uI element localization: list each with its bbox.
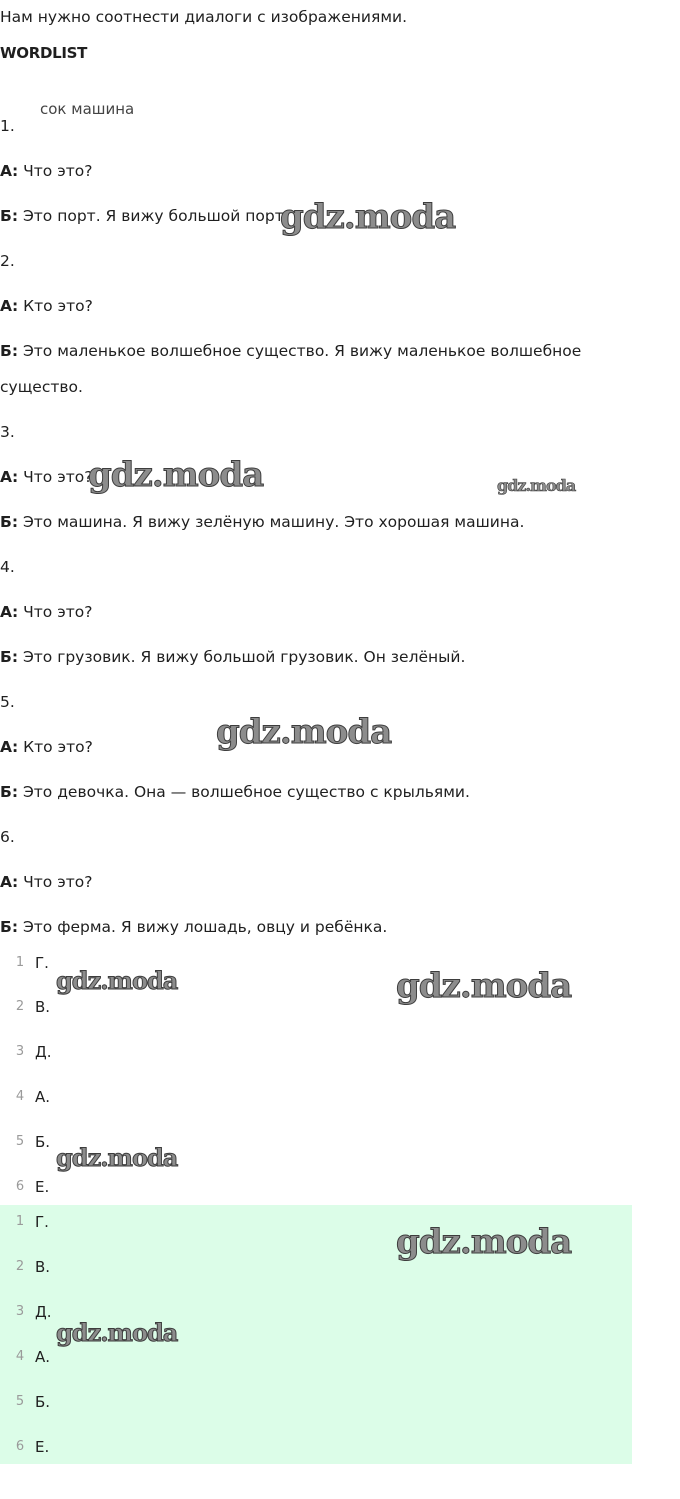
watermark-logo: gdz.moda (396, 1222, 572, 1262)
speaker-text: Кто это? (18, 297, 93, 315)
speaker-label: А: (0, 468, 19, 486)
item-number: 2 (15, 1259, 25, 1274)
speaker-label: Б: (0, 783, 19, 801)
speaker-text: Это грузовик. Я вижу большой грузовик. Он зелёный. (18, 648, 466, 666)
watermark-logo: gdz.moda (56, 966, 178, 995)
dialogue-line-b (0, 781, 470, 803)
dialogue-line-b (0, 333, 620, 405)
speaker-text: Что это? (18, 603, 93, 621)
speaker-label: Б: (0, 918, 19, 936)
dialogue-number: 1. (0, 117, 15, 135)
speaker-label: А: (0, 873, 19, 891)
dialogue-line-a (0, 295, 93, 317)
speaker-label: А: (0, 603, 19, 621)
speaker-text: Это порт. Я вижу большой порт. (18, 207, 289, 225)
dialogue-number: 6. (0, 828, 15, 846)
wordlist-cut-text: сок машина (40, 100, 135, 118)
item-value: А. (35, 1348, 51, 1366)
item-value: Г. (35, 1213, 49, 1231)
item-number: 5 (15, 1394, 25, 1409)
dialogue-line-a (0, 871, 92, 893)
speaker-label: Б: (0, 648, 19, 666)
item-number: 6 (15, 1179, 25, 1194)
item-number: 1 (15, 1214, 25, 1229)
item-value: А. (35, 1088, 51, 1106)
dialogue-line-a (0, 736, 93, 758)
watermark-logo: gdz.moda (88, 455, 264, 495)
speaker-text: Это маленькое волшебное существо. Я вижу маленькое волшебное существо. (0, 342, 582, 396)
speaker-text: Кто это? (18, 738, 93, 756)
dialogue-line-b (0, 916, 387, 938)
wordlist-heading: WORDLIST (0, 44, 88, 62)
dialogue-line-a (0, 466, 92, 488)
dialogue-line-a (0, 160, 92, 182)
watermark-logo: gdz.moda (280, 197, 456, 237)
item-value: Б. (35, 1393, 51, 1411)
watermark-logo: gdz.moda (497, 476, 576, 495)
watermark-logo: gdz.moda (396, 966, 572, 1006)
watermark-logo: gdz.moda (56, 1143, 178, 1172)
dialogue-line-a (0, 601, 92, 623)
item-number: 3 (15, 1044, 25, 1059)
speaker-label: А: (0, 738, 19, 756)
watermark-logo: gdz.moda (56, 1318, 178, 1347)
item-value: Д. (35, 1043, 52, 1061)
item-number: 2 (15, 999, 25, 1014)
dialogue-line-b (0, 511, 524, 533)
speaker-text: Это машина. Я вижу зелёную машину. Это хорошая машина. (18, 513, 525, 531)
item-value: В. (35, 998, 51, 1016)
item-number: 5 (15, 1134, 25, 1149)
speaker-label: Б: (0, 207, 19, 225)
speaker-text: Что это? (18, 162, 93, 180)
speaker-label: Б: (0, 342, 19, 360)
item-number: 1 (15, 955, 25, 970)
item-number: 4 (15, 1089, 25, 1104)
speaker-label: А: (0, 162, 19, 180)
item-number: 4 (15, 1349, 25, 1364)
dialogue-number: 4. (0, 558, 15, 576)
dialogue-number: 5. (0, 693, 15, 711)
instruction-text: Нам нужно соотнести диалоги с изображениями. (0, 8, 408, 26)
watermark-logo: gdz.moda (216, 712, 392, 752)
dialogue-number: 2. (0, 252, 15, 270)
speaker-text: Это девочка. Она — волшебное существо с крыльями. (18, 783, 470, 801)
wordlist-cut-row (0, 96, 220, 118)
speaker-text: Что это? (18, 873, 93, 891)
dialogue-number: 3. (0, 423, 15, 441)
item-value: Г. (35, 954, 49, 972)
item-value: Д. (35, 1303, 52, 1321)
speaker-text: Это ферма. Я вижу лошадь, овцу и ребёнка. (18, 918, 388, 936)
item-number: 6 (15, 1439, 25, 1454)
speaker-label: А: (0, 297, 19, 315)
highlighted-answer-box (0, 1205, 632, 1464)
item-value: В. (35, 1258, 51, 1276)
dialogue-line-b (0, 205, 289, 227)
dialogue-line-b (0, 646, 465, 668)
speaker-text: Что это? (18, 468, 93, 486)
item-number: 3 (15, 1304, 25, 1319)
item-value: Е. (35, 1438, 50, 1456)
speaker-label: Б: (0, 513, 19, 531)
item-value: Е. (35, 1178, 50, 1196)
item-value: Б. (35, 1133, 51, 1151)
